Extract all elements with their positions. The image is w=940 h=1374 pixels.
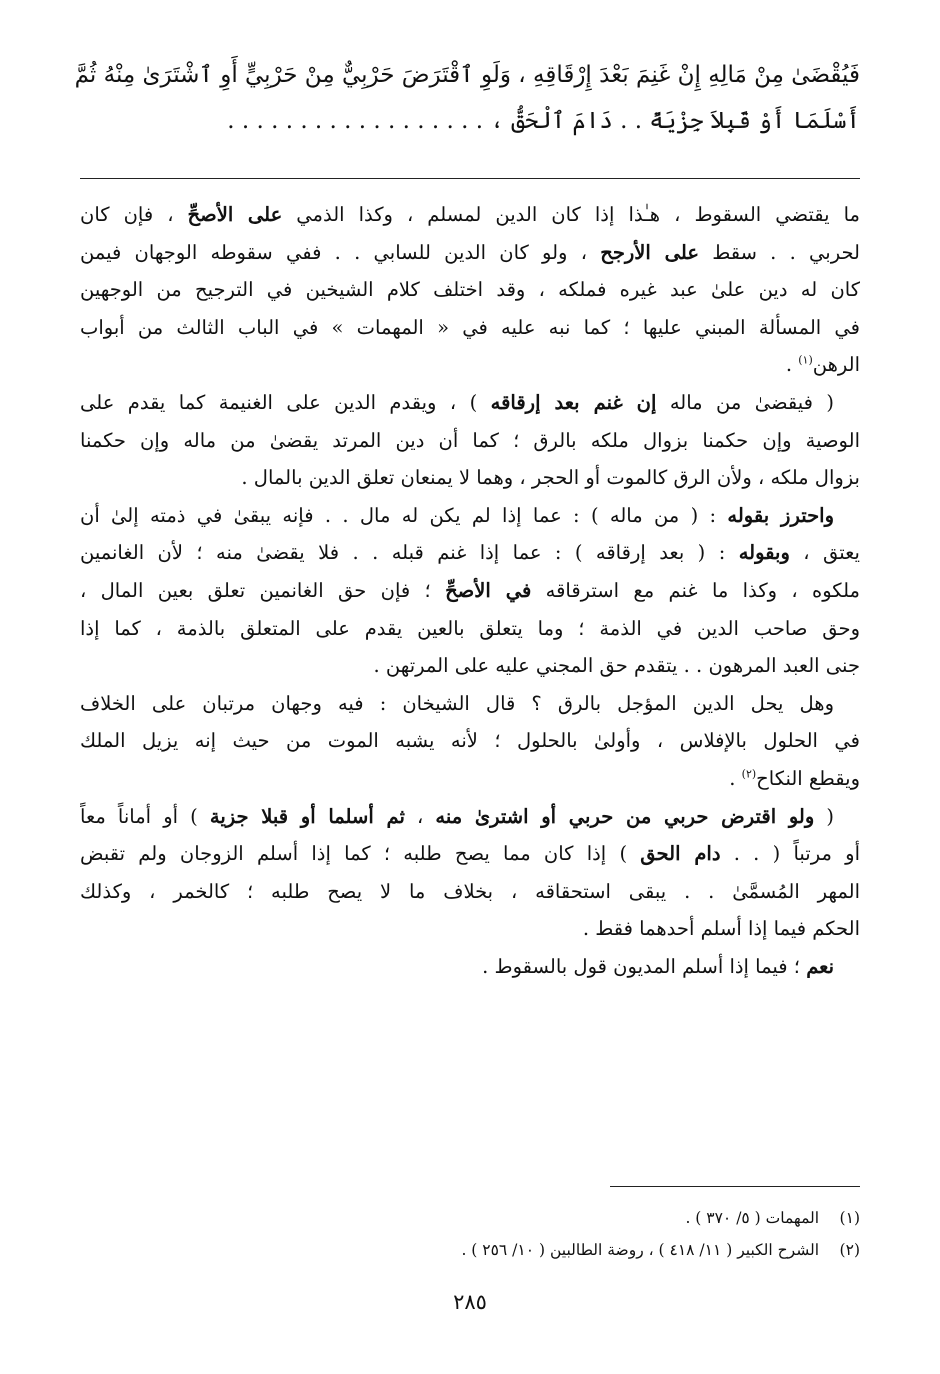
footnote-text: المهمات ( ٥/ ٣٧٠ ) . [685, 1209, 820, 1227]
commentary-line: لحربي . . سقط على الأرجح ، ولو كان الدين للسابي . . ففي سقوطه الوجهان فيمن [80, 240, 860, 264]
matn-quote-bold: ولو اقترض حربي من حربي أو اشترىٰ منه [435, 804, 815, 828]
matn-line: فَيُقْضَىٰ مِنْ مَالِهِ إِنْ غَنِمَ بَعْدَ إِرْقَاقِهِ ، وَلَوِ ٱقْتَرَضَ حَرْبِيٌّ مِنْ حَرْبِيٍّ أَوِ ٱشْتَرَىٰ مِنْهُ ثُمَّ [74, 62, 860, 88]
commentary-line: الوصية وإن حكمنا بزوال ملكه بالرق ؛ كما أن دين المرتد يقضىٰ من ماله وإن حكمنا [80, 428, 860, 452]
commentary-paragraph [80, 948, 860, 986]
matn-text-block [74, 52, 860, 144]
matn-quote-bold: نعم [806, 954, 834, 978]
footnote-ref[interactable]: (١) [798, 353, 813, 367]
book-page [74, 0, 860, 1374]
footnote-separator-rule [610, 1186, 860, 1187]
commentary-line: الرهن$^{(١)}$ . [785, 353, 860, 377]
commentary-line: يعتق ، وبقوله : ( بعد إرقاقه ) : عما إذا غنم قبله . . فلا يقضىٰ منه ؛ لأن الغانمين [80, 541, 860, 565]
commentary-line: ما يقتضي السقوط ، هـٰذا إذا كان الدين لمسلم ، وكذا الذمي على الأصحِّ ، فإن كان [80, 203, 860, 226]
footnote-number: (١) [839, 1209, 860, 1227]
matn-line: أَسْلَمَا أَوْ قَبِلاَ جِزْيَةً . . دَامَ ٱلْحَقُّ ، . . . . . . . . . . . . . . . . . . [227, 108, 860, 134]
commentary-line: في المسألة المبني عليها ؛ كما نبه عليه في « المهمات » في الباب الثالث من أبواب [80, 315, 860, 339]
commentary-line: في الحلول بالإفلاس ، وأولىٰ بالحلول ؛ لأنه يشبه الموت من حيث إنه يزيل الملك [80, 729, 860, 753]
commentary-paragraph [80, 798, 860, 948]
commentary-paragraph [80, 497, 860, 685]
commentary-line: ( فيقضىٰ من ماله إن غنم بعد إرقاقه ) ، ويقدم الدين على الغنيمة كما يقدم على [80, 390, 834, 414]
matn-quote-bold: واحترز بقوله [727, 503, 834, 527]
commentary-paragraph [80, 685, 860, 798]
footnote-item [80, 1234, 860, 1266]
matn-quote-bold: وبقوله [738, 541, 790, 565]
commentary-paragraph [80, 384, 860, 497]
commentary-line: جنى العبد المرهون . . يتقدم حق المجني عليه على المرتهن . [373, 654, 860, 678]
footnote-item [80, 1202, 860, 1234]
commentary-line: المهر المُسمَّىٰ . . يبقى استحقاقه ، بخلاف ما لا يصح طلبه ؛ كالخمر ، وكذلك [80, 879, 860, 903]
commentary-line: الحكم فيما إذا أسلم أحدهما فقط . [582, 917, 860, 941]
footnotes [80, 1202, 860, 1266]
matn-quote-bold: على الأرجح [600, 240, 699, 264]
matn-separator-rule [80, 178, 860, 179]
commentary-line: نعم ؛ فيما إذا أسلم المديون قول بالسقوط . [482, 954, 834, 978]
commentary-line: أو مرتباً ( . . دام الحق ) إذا كان مما يصح طلبه ؛ كما إذا أسلم الزوجان ولم تقبض [80, 842, 860, 866]
commentary-line: وحق صاحب الدين في الذمة ؛ وما يتعلق بالعين يقدم على المتعلق بالذمة ، كما إذا [80, 616, 860, 640]
commentary-line: ويقطع النكاح$^{(٢)}$ . [729, 766, 860, 790]
commentary-line: ( ولو اقترض حربي من حربي أو اشترىٰ منه ، ثم أسلما أو قبلا جزية ) أو أماناً معاً [80, 804, 835, 828]
commentary-paragraph [80, 196, 860, 384]
commentary-text-block [80, 196, 860, 985]
commentary-line: واحترز بقوله : ( من ماله ) : عما إذا لم يكن له مال . . فإنه يبقىٰ في ذمته إلىٰ أن [80, 503, 834, 527]
footnote-number: (٢) [839, 1241, 860, 1259]
page-number: ٢٨٥ [453, 1290, 487, 1314]
matn-quote-bold: إن غنم بعد إرقاقه [490, 390, 657, 414]
commentary-line: ملكوه ، وكذا ما غنم مع استرقاقه في الأصحِّ ؛ فإن حق الغانمين تعلق بعين المال ، [80, 578, 860, 602]
matn-quote-bold: دام الحق [640, 842, 721, 866]
footnote-text: الشرح الكبير ( ١١/ ٤١٨ ) ، روضة الطالبين ( ١٠/ ٢٥٦ ) . [461, 1241, 820, 1259]
matn-quote-bold: ثم أسلما أو قبلا جزية [209, 804, 405, 828]
matn-quote-bold: على الأصحِّ [187, 203, 283, 226]
matn-quote-bold: في الأصحِّ [445, 578, 532, 602]
footnote-ref[interactable]: (٢) [741, 767, 757, 781]
commentary-line: بزوال ملكه ، ولأن الرق كالموت أو الحجر ، وهما لا يمنعان تعلق الدين بالمال . [241, 466, 860, 490]
commentary-line: كان له دين علىٰ عبد غيره فملكه ، وقد اختلف كلام الشيخين في الترجيح من الوجهين [80, 278, 860, 302]
commentary-line: وهل يحل الدين المؤجل بالرق ؟ قال الشيخان : فيه وجهان مرتبان على الخلاف [80, 691, 834, 715]
